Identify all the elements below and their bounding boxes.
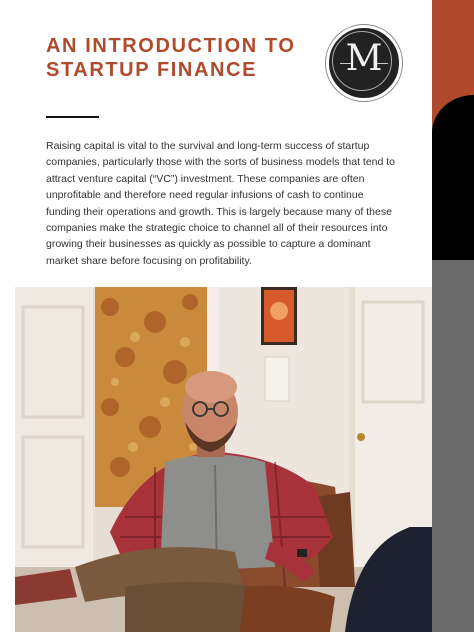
sidebar-black-block — [432, 95, 474, 260]
portrait-photo — [15, 287, 432, 632]
brand-logo — [326, 25, 402, 101]
intro-paragraph: Raising capital is vital to the survival and long-term success of startup companies, particularly those with the sorts of business models that tend to attract venture capital (“VC”) investment. These companies are often unprofitable and therefore need regular infusions of cash to continue funding their operations and growth. This is largely because many of these companies make the strategic choice to channel all of their resources into growing their businesses as quickly as possible to capture a dominant market share before focusing on profitability. — [46, 140, 396, 267]
title-line-2: STARTUP FINANCE — [46, 59, 258, 81]
title-divider — [46, 116, 99, 118]
decorative-sidebar — [432, 0, 474, 632]
page-title — [46, 34, 316, 82]
logo-letter: M — [345, 38, 383, 79]
photo-illustration — [15, 287, 432, 632]
title-line-1: AN INTRODUCTION TO — [46, 35, 296, 57]
